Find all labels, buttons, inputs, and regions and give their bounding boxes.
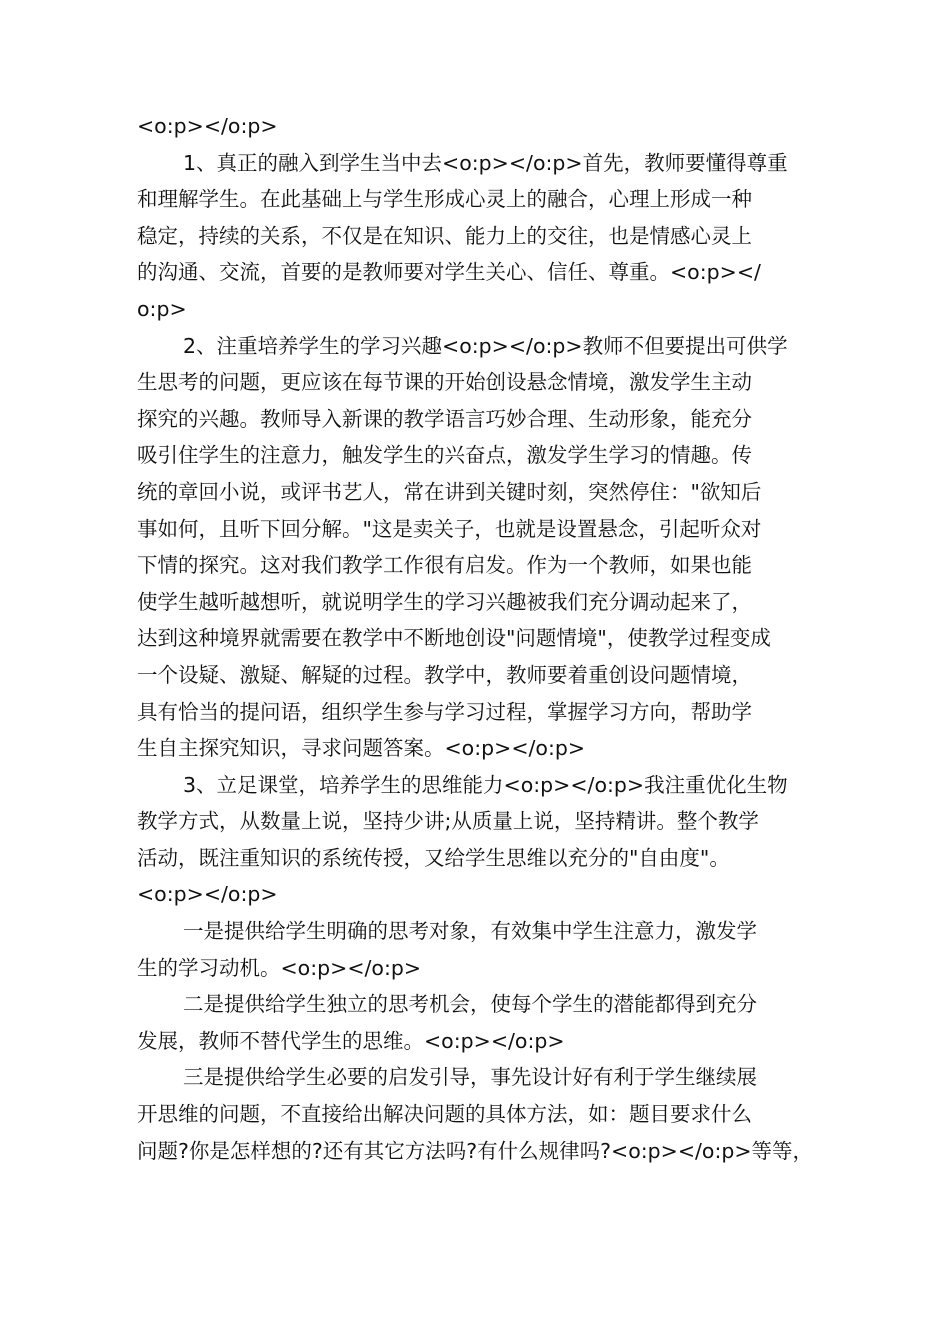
text-line: 的沟通、交流，首要的是教师要对学生关心、信任、尊重。<o:p></	[137, 260, 761, 285]
text-line: 统的章回小说，或评书艺人，常在讲到关键时刻，突然停住："欲知后	[137, 479, 762, 504]
paragraph-1-start: 1、真正的融入到学生当中去<o:p></o:p>首先，教师要懂得尊重	[183, 150, 788, 175]
text-line: 达到这种境界就需要在教学中不断地创设"问题情境"，使教学过程变成	[137, 626, 771, 651]
paragraph-3-start: 3、立足课堂，培养学生的思维能力<o:p></o:p>我注重优化生物	[183, 772, 788, 797]
text-line: 生思考的问题，更应该在每节课的开始创设悬念情境，激发学生主动	[137, 370, 752, 395]
text-line: 生自主探究知识，寻求问题答案。<o:p></o:p>	[137, 736, 586, 761]
text-line: 事如何，且听下回分解。"这是卖关子，也就是设置悬念，引起听众对	[137, 516, 762, 541]
text-line: 探究的兴趣。教师导入新课的教学语言巧妙合理、生动形象，能充分	[137, 406, 752, 431]
text-line: <o:p></o:p>	[137, 114, 278, 138]
text-line: 活动，既注重知识的系统传授，又给学生思维以充分的"自由度"。	[137, 845, 730, 870]
text-line: 和理解学生。在此基础上与学生形成心灵上的融合，心理上形成一种	[137, 187, 752, 212]
text-line: 生的学习动机。<o:p></o:p>	[137, 955, 422, 980]
paragraph-2-start: 2、注重培养学生的学习兴趣<o:p></o:p>教师不但要提出可供学	[183, 333, 788, 358]
text-line: 开思维的问题，不直接给出解决问题的具体方法，如：题目要求什么	[137, 1102, 752, 1127]
text-line: 具有恰当的提问语，组织学生参与学习过程，掌握学习方向，帮助学	[137, 699, 752, 724]
text-line: 一个设疑、激疑、解疑的过程。教学中，教师要着重创设问题情境，	[137, 662, 752, 687]
paragraph-6-start: 三是提供给学生必要的启发引导，事先设计好有利于学生继续展	[183, 1065, 757, 1090]
paragraph-5-start: 二是提供给学生独立的思考机会，使每个学生的潜能都得到充分	[183, 992, 757, 1017]
text-line: 吸引住学生的注意力，触发学生的兴奋点，激发学生学习的情趣。传	[137, 443, 752, 468]
text-line: 教学方式，从数量上说，坚持少讲;从质量上说，坚持精讲。整个教学	[137, 809, 759, 834]
text-line: 下情的探究。这对我们教学工作很有启发。作为一个教师，如果也能	[137, 553, 752, 578]
text-line: 发展，教师不替代学生的思维。<o:p></o:p>	[137, 1028, 565, 1053]
paragraph-4-start: 一是提供给学生明确的思考对象，有效集中学生注意力，激发学	[183, 919, 757, 944]
text-line: 稳定，持续的关系，不仅是在知识、能力上的交往，也是情感心灵上	[137, 223, 752, 248]
text-line: <o:p></o:p>	[137, 882, 278, 907]
text-line: o:p>	[137, 296, 187, 321]
text-line: 问题?你是怎样想的?还有其它方法吗?有什么规律吗?<o:p></o:p>等等，	[137, 1138, 814, 1163]
text-line: 使学生越听越想听，就说明学生的学习兴趣被我们充分调动起来了，	[137, 589, 752, 614]
document-body	[137, 108, 827, 1169]
